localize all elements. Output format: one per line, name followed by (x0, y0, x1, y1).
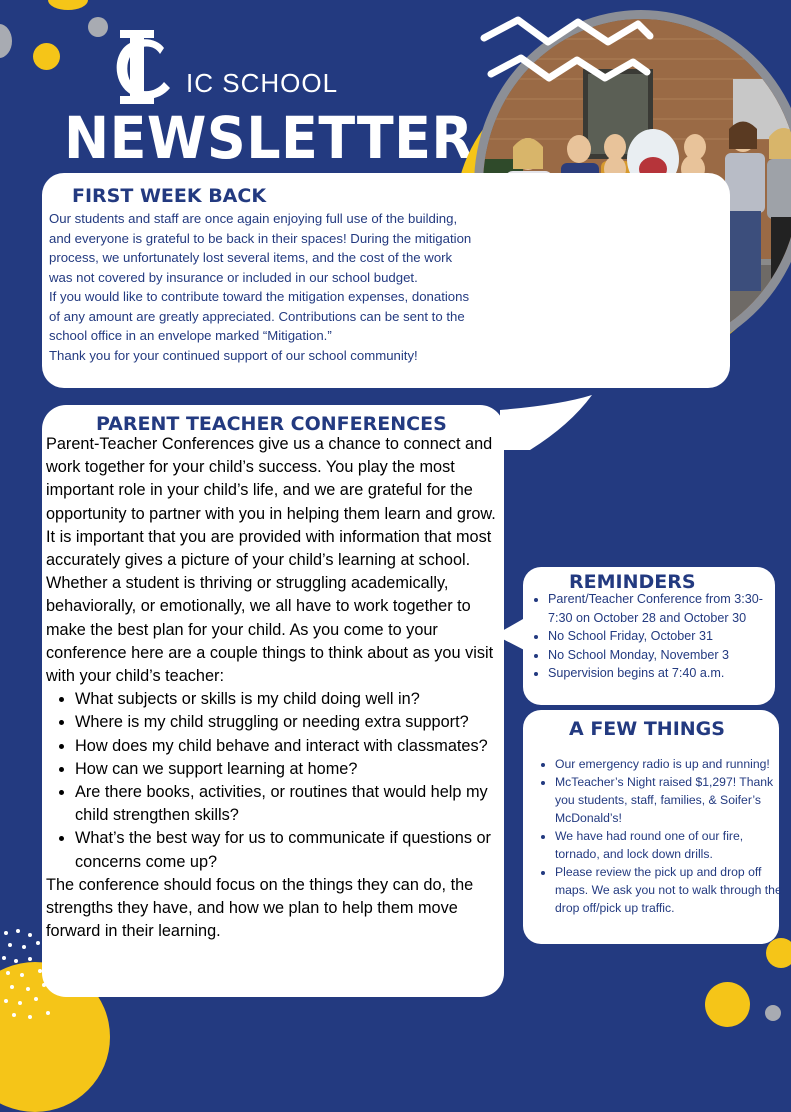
first-week-body (49, 209, 477, 365)
decor-dot-yellow-left (33, 43, 60, 70)
decor-bubble-tail (500, 395, 600, 455)
list-item: • Parent/Teacher Conference from 3:30-7:30 on October 28 and October 30 (548, 590, 773, 627)
few-things-list (538, 755, 783, 917)
conferences-card (42, 405, 504, 997)
list-item: • Supervision begins at 7:40 a.m. (548, 664, 773, 683)
conferences-intro: Parent-Teacher Conferences give us a chance to connect and work together for your child’s success. You play the most important role in your child’s life, and we are grateful for the opportunity to partner with you in helping them learn and grow. It is important that you are provided with information that most accurately gives a picture of your child’s learning at school. Whether a student is thriving or struggling academically, behaviorally, or emotionally, we all have to work together to make the best plan for your child. As you come to your conference here are a couple things to think about as you visit with your child’s teacher: (46, 435, 496, 686)
decor-dot-yellow-right (766, 938, 791, 968)
decor-dot-gray-top (88, 17, 108, 37)
decor-squiggle-top (478, 12, 658, 52)
list-item: • No School Friday, October 31 (548, 627, 773, 646)
decor-dot-gray-bottom-right (765, 1005, 781, 1021)
list-item: • How does my child behave and interact with classmates? (75, 735, 504, 758)
reminders-card (523, 567, 775, 705)
newsletter-title: NEWSLETTER (64, 104, 474, 172)
few-things-heading: A FEW THINGS (569, 718, 725, 740)
conferences-question-list (46, 688, 504, 874)
first-week-paragraph: Thank you for your continued support of our school community! (49, 347, 418, 363)
list-item: • What subjects or skills is my child doing well in? (75, 688, 504, 711)
decor-dot-gray-left (0, 24, 12, 58)
list-item: • Are there books, activities, or routines that would help my child strengthen skills? (75, 781, 504, 827)
decor-dot-yellow-top (48, 0, 88, 10)
reminders-list (531, 590, 773, 683)
school-logo (108, 30, 178, 104)
first-week-paragraph: Our students and staff are once again enjoying full use of the building, and everyone is grateful to be back in their spaces! During the mitigation process, we unfortunately lost several items, and the cost of the work was not covered by insurance or included in our school budget. (49, 211, 472, 285)
list-item: • Where is my child struggling or needing extra support? (75, 711, 504, 734)
first-week-card (42, 173, 730, 388)
list-item: • McTeacher’s Night raised $1,297! Thank you students, staff, families, & Soifer’s McDonald’s! (555, 773, 783, 827)
conferences-heading: PARENT TEACHER CONFERENCES (96, 413, 447, 435)
reminders-heading: REMINDERS (569, 571, 696, 593)
decor-dot-yellow-bottom-right (705, 982, 750, 1027)
list-item: • Our emergency radio is up and running! (555, 755, 783, 773)
first-week-paragraph: If you would like to contribute toward the mitigation expenses, donations of any amount are greatly appreciated. Contributions can be sent to the school office in an envelope marked “Mitigation.” (49, 289, 470, 343)
list-item: • What’s the best way for us to communicate if questions or concerns come up? (75, 827, 504, 873)
conferences-body (46, 433, 504, 943)
first-week-heading: FIRST WEEK BACK (72, 185, 267, 207)
list-item: • Please review the pick up and drop off maps. We ask you not to walk through the drop off/pick up traffic. (555, 863, 783, 917)
list-item: • No School Monday, November 3 (548, 646, 773, 665)
few-things-card (523, 710, 782, 944)
school-name: IC SCHOOL (186, 68, 339, 98)
list-item: • How can we support learning at home? (75, 758, 504, 781)
conferences-closing: The conference should focus on the things they can do, the strengths they have, and how we plan to help them move forward in their learning. (46, 875, 474, 941)
list-item: • We have had round one of our fire, tornado, and lock down drills. (555, 827, 783, 863)
decor-squiggle-bottom (485, 48, 655, 88)
